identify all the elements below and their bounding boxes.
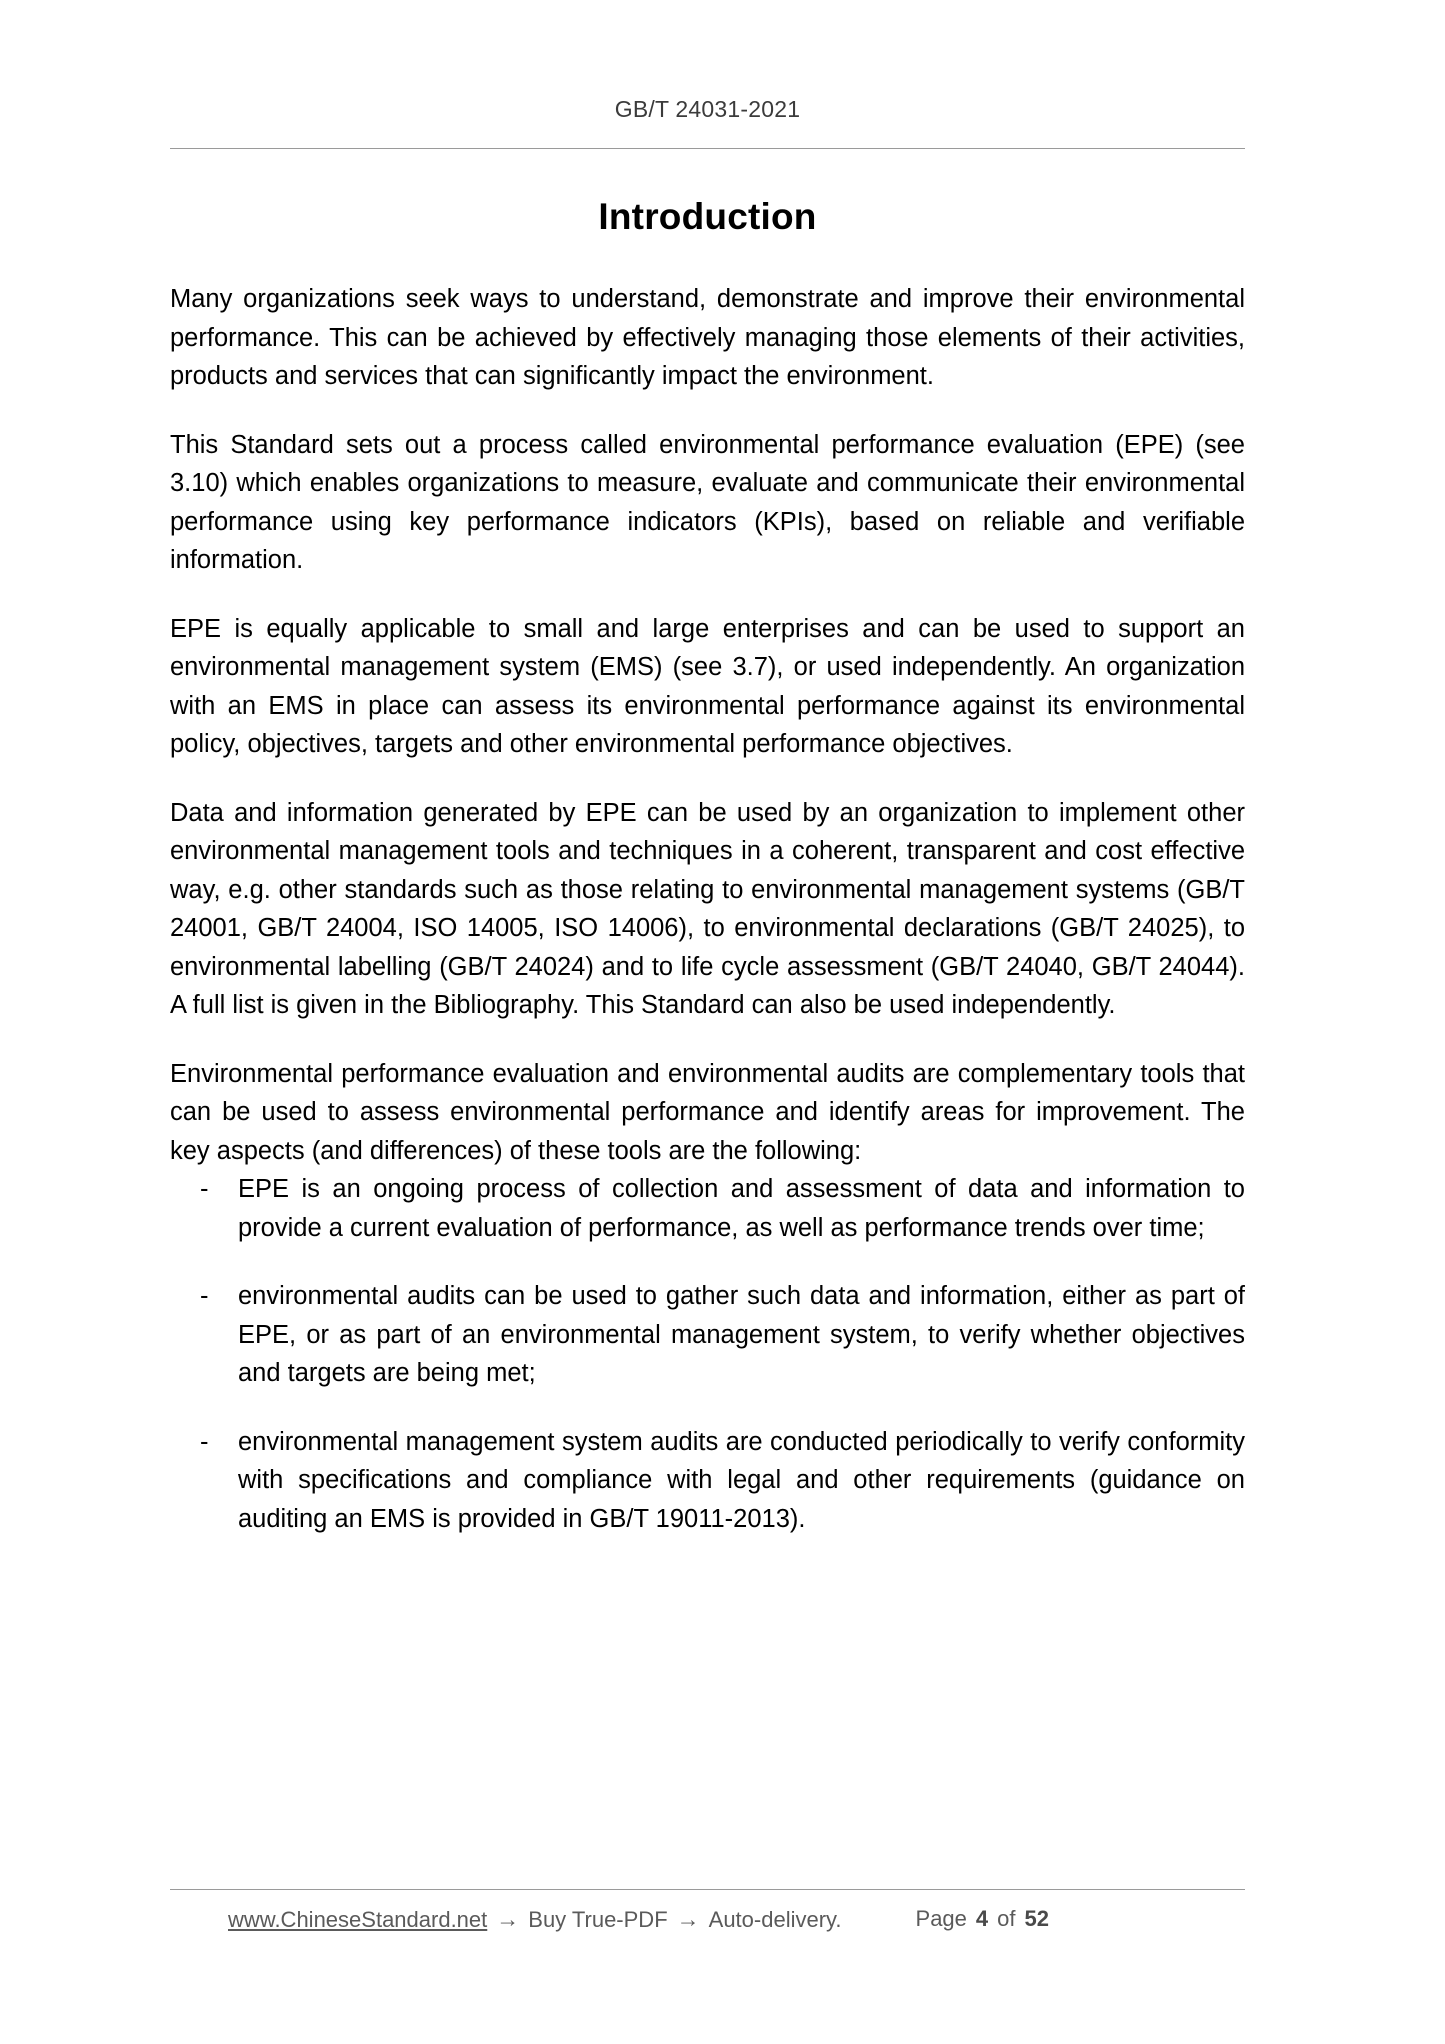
header-divider	[170, 148, 1245, 149]
standard-number-header: GB/T 24031-2021	[614, 96, 801, 122]
list-item-text: environmental audits can be used to gather such data and information, either as part of EPE, or as part of an environmental management system, to verify whether objectives and targets are being met;	[238, 1282, 1245, 1387]
arrow-right-icon: →	[496, 1906, 520, 1932]
page-indicator	[916, 1902, 1049, 1936]
of-label: of	[997, 1906, 1016, 1931]
total-page-number: 52	[1024, 1906, 1049, 1931]
footer-offer-text: Buy True-PDF	[528, 1907, 668, 1932]
list-item	[170, 1170, 1245, 1247]
paragraph-4: Data and information generated by EPE can be used by an organization to implement other environmental management tools and techniques in a coherent, transparent and cost effective way, e.g. other standards such as those relating to environmental management systems (GB/T 24001, GB/T 24004, ISO 14005, ISO 14006), to environmental declarations (GB/T 24025), to environmental labelling (GB/T 24024) and to life cycle assessment (GB/T 24040, GB/T 24044). A full list is given in the Bibliography. This Standard can also be used independently.	[170, 798, 1245, 1019]
list-item	[170, 1277, 1245, 1393]
list-item-text: EPE is an ongoing process of collection and assessment of data and information to provide a current evaluation of performance, as well as performance trends over time;	[238, 1175, 1245, 1242]
footer-divider	[170, 1889, 1245, 1890]
dash-marker-icon: -	[200, 1282, 209, 1310]
footer-delivery-text: Auto-delivery.	[708, 1907, 842, 1932]
page-title: Introduction	[598, 196, 817, 237]
arrow-right-icon: →	[676, 1906, 700, 1932]
paragraph-2: This Standard sets out a process called environmental performance evaluation (EPE) (see 3.10) which enables organizations to measure, evaluate and communicate their environmental performance using key performance indicators (KPIs), based on reliable and verifiable information.	[170, 430, 1245, 574]
footer-website-link[interactable]: www.ChineseStandard.net	[228, 1907, 488, 1932]
page-footer	[170, 1902, 1245, 1942]
paragraph-1: Many organizations seek ways to understand, demonstrate and improve their environmental performance. This can be achieved by effectively managing those elements of their activities, products and services that can significantly impact the environment.	[170, 285, 1245, 390]
paragraph-5: Environmental performance evaluation and environmental audits are complementary tools that can be used to assess environmental performance and identify areas for improvement. The key aspects (and differences) of these tools are the following:	[170, 1059, 1245, 1165]
footer-promo	[228, 1902, 842, 1937]
page-label: Page	[915, 1906, 967, 1931]
list-item-text: environmental management system audits are conducted periodically to verify conformity with specifications and compliance with legal and other requirements (guidance on auditing an EMS is provided in GB/T 19011-2013).	[238, 1427, 1245, 1533]
page-header	[170, 96, 1245, 124]
key-aspects-list	[170, 1170, 1245, 1538]
dash-marker-icon: -	[200, 1427, 209, 1456]
dash-marker-icon: -	[200, 1175, 209, 1203]
list-item	[170, 1423, 1245, 1539]
paragraph-3: EPE is equally applicable to small and large enterprises and can be used to support an environmental management system (EMS) (see 3.7), or used independently. An organization with an EMS in place can assess its environmental performance against its environmental policy, objectives, targets and other environmental performance objectives.	[170, 614, 1245, 758]
document-content	[170, 196, 1245, 1538]
current-page-number: 4	[975, 1906, 989, 1931]
